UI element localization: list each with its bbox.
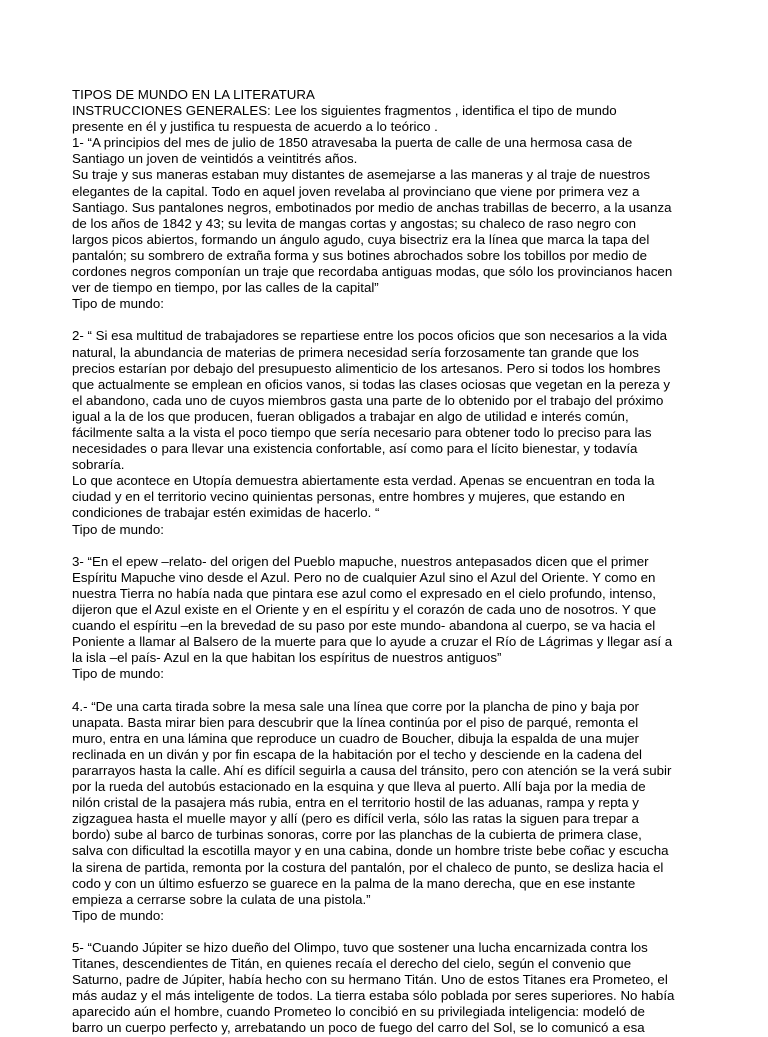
- fragment-line: Su traje y sus maneras estaban muy distantes de asemejarse a las maneras y al traje de nuestros: [72, 167, 650, 183]
- fragment-line: bordo) sube al barco de turbinas sonoras, corre por las planchas de la cubierta de primera clase,: [72, 827, 642, 843]
- fragment-line: salva con dificultad la escotilla mayor y en una cabina, donde un hombre triste bebe coñac y escucha: [72, 843, 669, 859]
- fragment-line: pararrayos hasta la calle. Ahí es difícil seguirla a causa del tránsito, pero con atención se la verá subir: [72, 762, 672, 778]
- fragment-line: natural, la abundancia de materias de primera necesidad sería forzosamente tan grande que los: [72, 344, 639, 360]
- fragment-line: dijeron que el Azul existe en el Oriente y en el espíritu y el corazón de cada uno de nosotros. Y que: [72, 602, 657, 617]
- fragment-line: el abandono, cada uno de cuyos miembros gasta una parte de lo obtenido por el trabajo del próximo: [72, 392, 664, 408]
- paragraph-gap: [72, 538, 712, 554]
- fragment-line: 4.- “De una carta tirada sobre la mesa sale una línea que corre por la plancha de pino y baja por: [72, 698, 639, 714]
- fragment-line: Santiago. Sus pantalones negros, embotinados por medio de anchas trabillas de becerro, a la usanza: [72, 199, 672, 215]
- fragment-line: ver de tiempo en tiempo, por las calles de la capital”: [72, 280, 379, 296]
- fragment-line: aparecido aún el hombre, cuando Prometeo lo concibió en su privilegiada inteligencia: modeló de: [72, 1004, 645, 1020]
- answer-label: Tipo de mundo:: [72, 907, 164, 923]
- fragment-line: Lo que acontece en Utopía demuestra abiertamente esta verdad. Apenas se encuentran en toda la: [72, 473, 655, 489]
- fragment-5: [72, 940, 712, 1037]
- fragment-line: elegantes de la capital. Todo en aquel joven revelaba al provinciano que viene por primera vez a: [72, 183, 640, 199]
- document-page: [72, 87, 712, 1037]
- fragment-line: condiciones de trabajar estén eximidas de hacerlo. “: [72, 505, 380, 521]
- paragraph-gap: [72, 682, 712, 698]
- fragment-line: 3- “En el epew –relato- del origen del Pueblo mapuche, nuestros antepasados dicen que el primer: [72, 553, 649, 569]
- fragment-line: muro, entra en una lámina que reproduce un cuadro de Boucher, dibuja la espalda de una mujer: [72, 730, 639, 746]
- fragment-line: zigzaguea hasta el muelle mayor y allí (pero es difícil verla, sólo las ratas la siguen para trepar a: [72, 811, 639, 827]
- fragment-line: largos picos abiertos, formando un ángulo agudo, cuya bisectriz era la línea que marca la tapa del: [72, 231, 650, 247]
- fragment-line: 1- “A principios del mes de julio de 1850 atravesaba la puerta de calle de una hermosa casa de: [72, 135, 633, 151]
- fragment-line: igual a la de los que producen, fueran obligados a trabajar en algo de utilidad e interés común,: [72, 408, 629, 424]
- fragment-line: Poniente a llamar al Balsero de la muerte para que lo ayude a cruzar el Río de Lágrimas y llegar así a: [72, 634, 673, 650]
- fragment-line: reclinada en un diván y por fin escapa de la habitación por el techo y desciende en la cadena del: [72, 746, 642, 762]
- fragment-line: nilón cristal de la pasajera más rubia, entra en el territorio hostil de las aduanas, rampa y repta y: [72, 795, 639, 811]
- fragment-line: más audaz y el más inteligente de todos. La tierra estaba sólo poblada por seres superiores. No había: [72, 988, 675, 1004]
- fragment-line: empieza a cerrarse sobre la culata de una pistola.”: [72, 891, 371, 907]
- fragment-3: [72, 554, 712, 683]
- instructions-line: INSTRUCCIONES GENERALES: Lee los siguientes fragmentos , identifica el tipo de mundo: [72, 103, 617, 119]
- fragment-1: [72, 135, 712, 312]
- fragment-line: Saturno, padre de Júpiter, había hecho con su hermano Titán. Uno de estos Titanes era Prometeo, el: [72, 972, 668, 988]
- fragment-line: cordones negros componían un traje que recordaba antiguas modas, que sólo los provincianos hacen: [72, 264, 673, 280]
- fragment-line: Espíritu Mapuche vino desde el Azul. Pero no de cualquier Azul sino el Azul del Oriente. Y como en: [72, 569, 656, 585]
- paragraph-gap: [72, 924, 712, 940]
- instructions-line: presente en él y justifica tu respuesta de acuerdo a lo teórico .: [72, 119, 438, 135]
- fragment-line: 5- “Cuando Júpiter se hizo dueño del Olimpo, tuvo que sostener una lucha encarnizada contra los: [72, 939, 648, 955]
- fragment-line: Santiago un joven de veintidós a veintitrés años.: [72, 151, 358, 167]
- answer-label: Tipo de mundo:: [72, 666, 164, 682]
- fragment-line: Titanes, descendientes de Titán, en quienes recaía el derecho del cielo, según el convenio que: [72, 956, 632, 972]
- fragment-line: cuando el espíritu –en la brevedad de su paso por este mundo- abandona al cuerpo, se va hacia el: [72, 618, 656, 634]
- paragraph-gap: [72, 312, 712, 328]
- fragment-line: que actualmente se emplean en oficios vanos, si todas las clases ociosas que vegetan en la pereza y: [72, 376, 670, 392]
- answer-label: Tipo de mundo:: [72, 296, 164, 312]
- fragment-line: precios estarían por debajo del presupuesto alimenticio de los artesanos. Pero si todos los hombres: [72, 360, 661, 376]
- fragment-line: codo y con un último esfuerzo se guarece en la palma de la mano derecha, que en ese instante: [72, 875, 636, 891]
- answer-label: Tipo de mundo:: [72, 521, 164, 537]
- fragment-line: la sirena de partida, remonta por la costura del pantalón, por el chaleco de punto, se desliza hacia el: [72, 859, 664, 875]
- fragment-line: barro un cuerpo perfecto y, arrebatando un poco de fuego del carro del Sol, se lo comunicó a esa: [72, 1020, 645, 1036]
- fragment-line: pantalón; su sombrero de extraña forma y sus botines abrochados sobre los tobillos por medio de: [72, 247, 648, 263]
- fragment-line: 2- “ Si esa multitud de trabajadores se repartiese entre los pocos oficios que son necesarios a la vida: [72, 328, 667, 344]
- fragment-line: de los años de 1842 y 43; su levita de mangas cortas y angostas; su chaleco de raso negro con: [72, 215, 636, 231]
- fragment-line: fácilmente salta a la vista el poco tiempo que sería necesario para obtener todo lo preciso para las: [72, 424, 652, 440]
- fragment-2: [72, 328, 712, 537]
- fragment-4: [72, 699, 712, 924]
- fragment-line: sobraría.: [72, 457, 125, 473]
- fragment-line: nuestra Tierra no había nada que pintara ese azul como el expresado en el cielo profundo, intenso,: [72, 585, 656, 601]
- fragment-line: ciudad y en el territorio vecino quinientas personas, entre hombres y mujeres, que estando en: [72, 489, 625, 505]
- document-title: TIPOS DE MUNDO EN LA LITERATURA: [72, 87, 315, 102]
- fragment-line: necesidades o para llevar una existencia confortable, así como para el lícito bienestar, y todavía: [72, 441, 638, 457]
- fragment-line: la isla –el país- Azul en la que habitan los espíritus de nuestros antiguos”: [72, 650, 502, 666]
- fragment-line: unapata. Basta mirar bien para descubrir que la línea continúa por el piso de parqué, remonta el: [72, 714, 639, 730]
- fragment-line: por la rueda del autobús estacionado en la esquina y que lleva al puerto. Allí baja por la media de: [72, 779, 646, 795]
